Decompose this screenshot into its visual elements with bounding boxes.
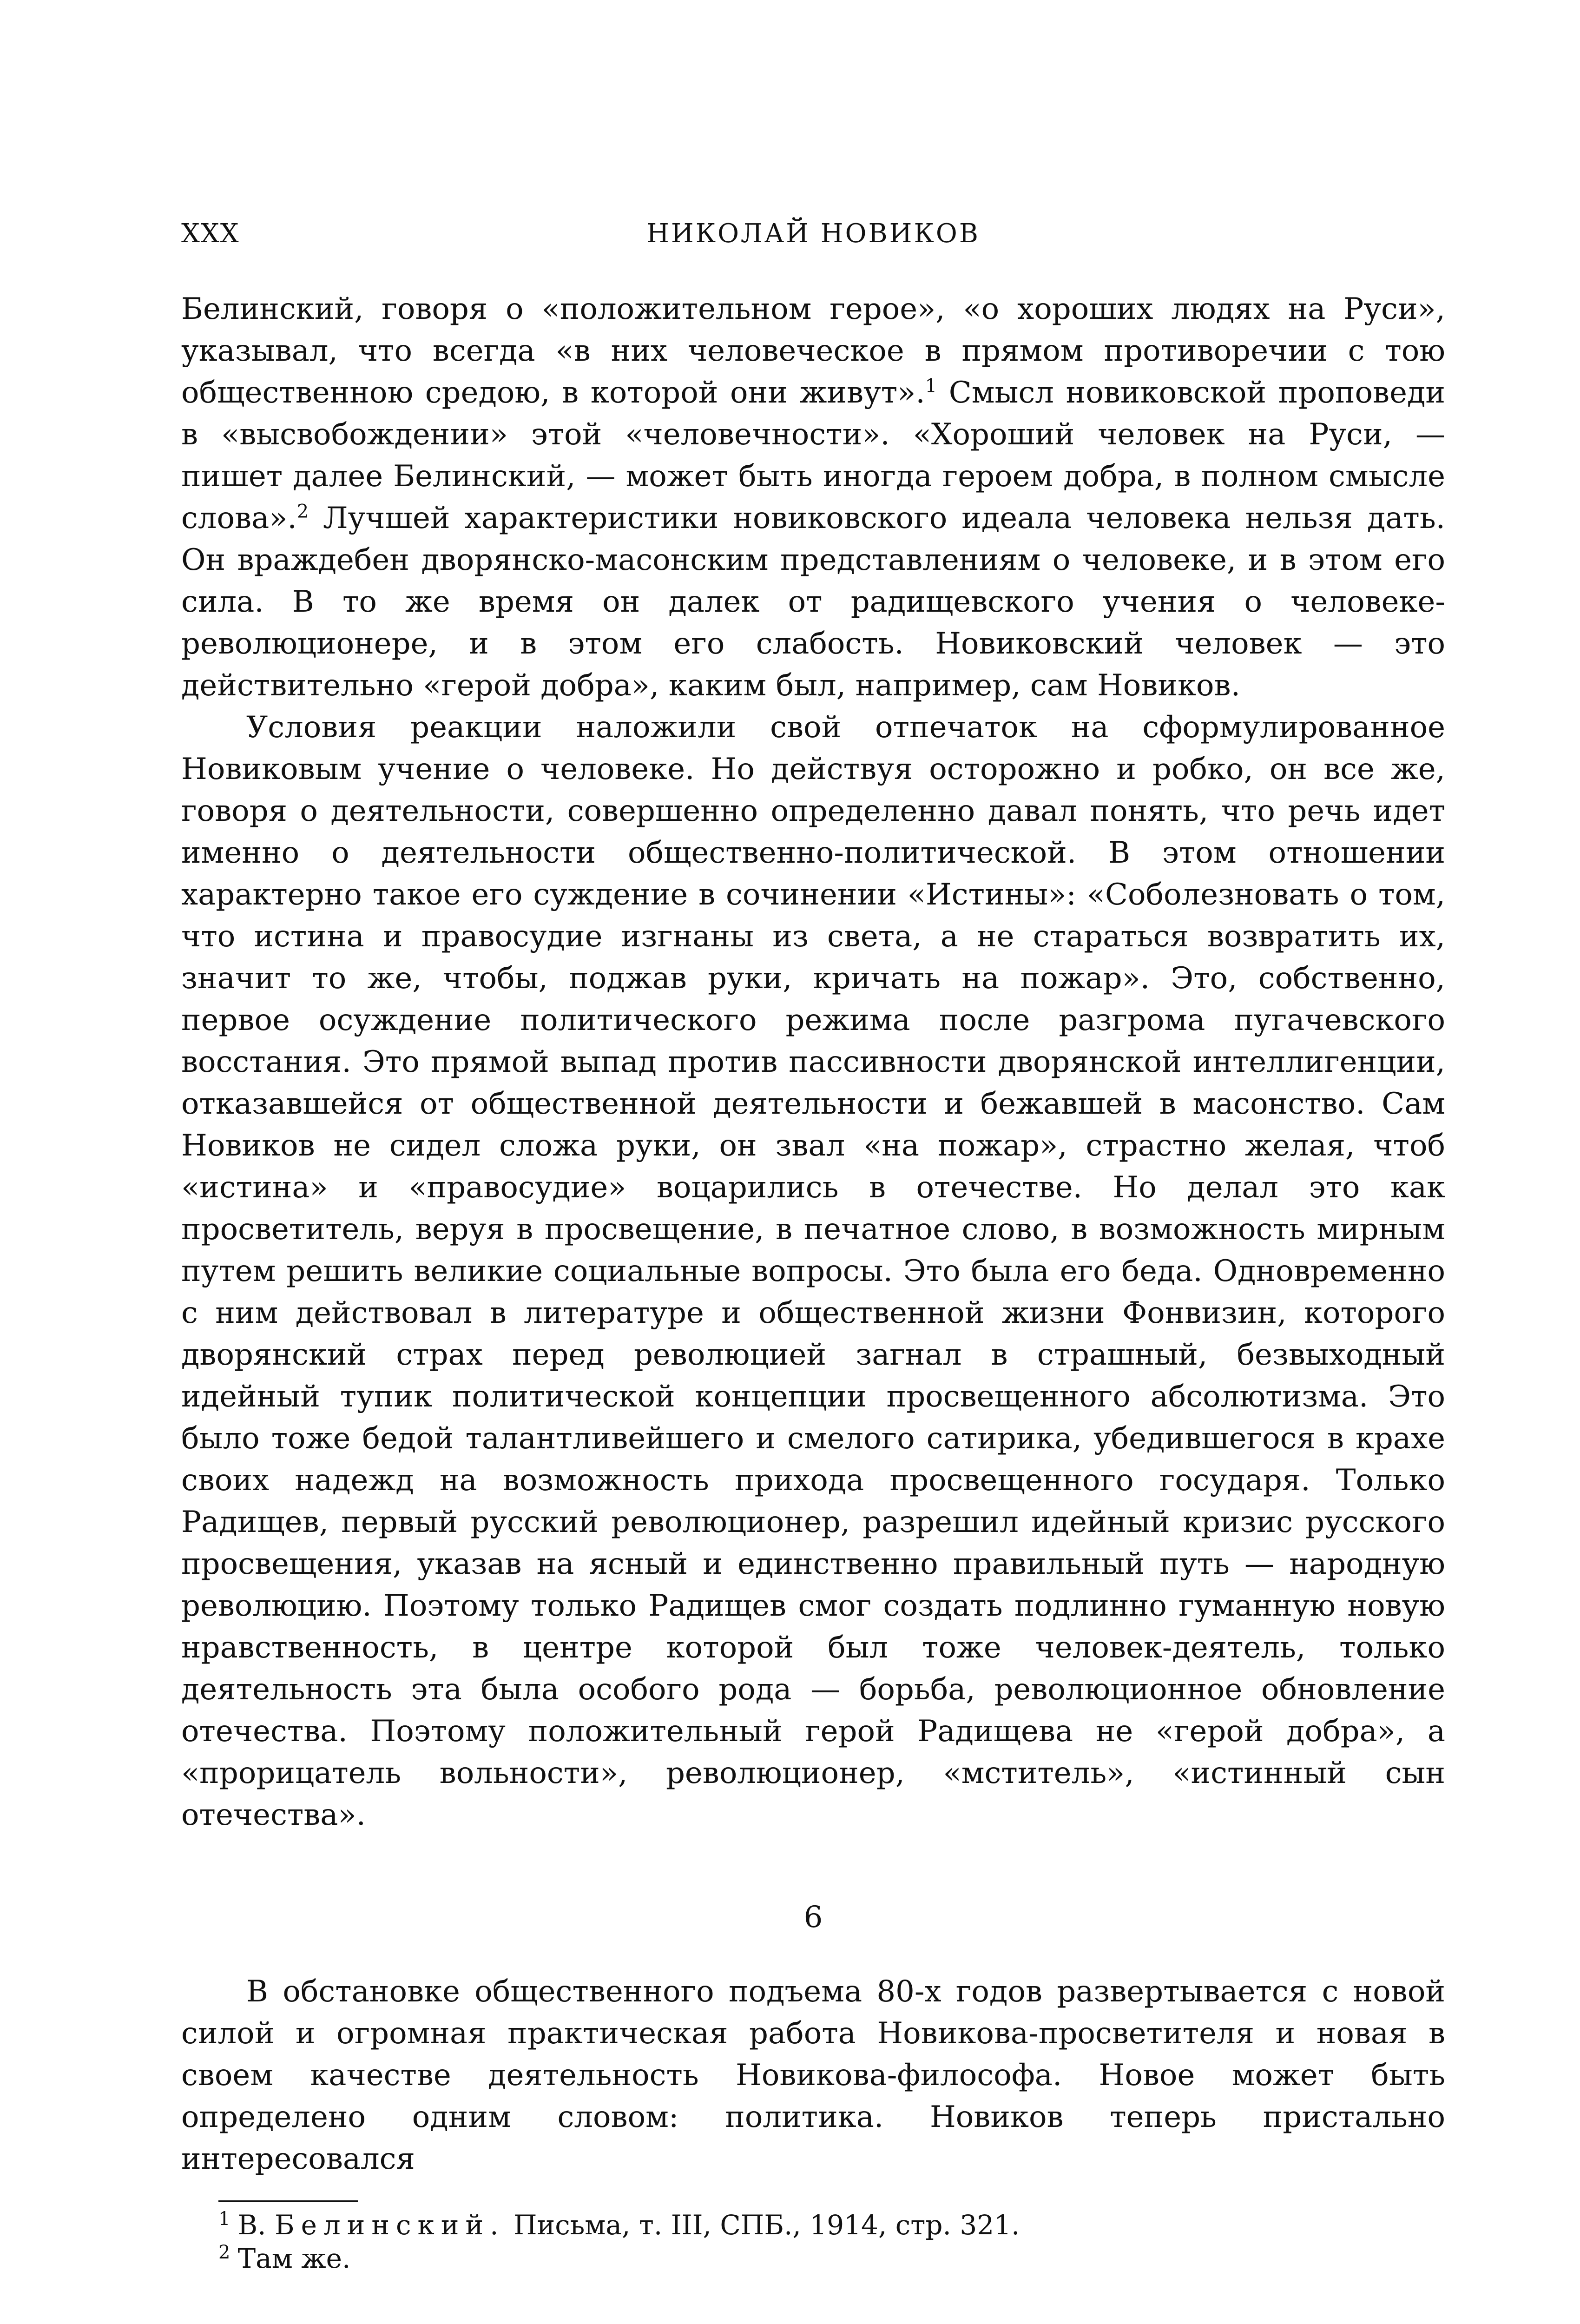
footnote-ref-2: 2: [296, 501, 309, 522]
footnote-author-initial: В.: [237, 2209, 275, 2241]
page-number: XXX: [181, 218, 240, 249]
footnote-mark: 1: [218, 2208, 230, 2230]
paragraph-1-part-b: Смысл новиковской проповеди в «высвобождении» этой «человечности». «Хороший человек на Руси, — пишет далее Белинский, — может быть иногда героем добра, в полном смысле слова».: [181, 376, 1446, 535]
footnote-text: Письма, т. III, СПБ., 1914, стр. 321.: [505, 2209, 1020, 2241]
running-title: НИКОЛАЙ НОВИКОВ: [646, 218, 980, 249]
paragraph-1-part-c: Лучшей характеристики новиковского идеала человека нельзя дать. Он враждебен дворянско-масонским представлениям о человеке, и в этом его сила. В то же время он далек от радищевского учения о человеке-революционере, и в этом его слабость. Новиковский человек — это действительно «герой добра», каким был, например, сам Новиков.: [181, 501, 1445, 703]
paragraph-2: Условия реакции наложили свой отпечаток на сформулированное Новиковым учение о человеке. Но действуя осторожно и робко, он все же, говоря о деятельности, совершенно определенно давал понять, что речь идет именно о деятельности общественно-политической. В этом отношении характерно такое его суждение в сочинении «Истины»: «Соболезновать о том, что истина и правосудие изгнаны из света, а не стараться возвратить их, значит то же, чтобы, поджав руки, кричать на пожар». Это, собственно, первое осуждение политического режима после разгрома пугачевского восстания. Это прямой выпад против пассивности дворянской интеллигенции, отказавшейся от общественной деятельности и бежавшей в масонство. Сам Новиков не сидел сложа руки, он звал «на пожар», страстно желая, чтоб «истина» и «правосудие» воцарились в отечестве. Но делал это как просветитель, веруя в просвещение, в печатное слово, в возможность мирным путем решить великие социальные вопросы. Это была его беда. Одновременно с ним действовал в литературе и общественной жизни Фонвизин, которого дворянский страх перед революцией загнал в страшный, безвыходный идейный тупик политической концепции просвещенного абсолютизма. Это было тоже бедой талантливейшего и смелого сатирика, убедившегося в крахе своих надежд на возможность прихода просвещенного государя. Только Радищев, первый русский революционер, разрешил идейный кризис русского просвещения, указав на ясный и единственно правильный путь — народную революцию. Поэтому только Радищев смог создать подлинно гуманную новую нравственность, в центре которой был тоже человек-деятель, только деятельность эта была особого рода — борьба, революционное обновление отечества. Поэтому положительный герой Радищева не «герой добра», а «прорицатель вольности», революционер, «мститель», «истинный сын отечества».: [181, 710, 1445, 1832]
body-text: [181, 288, 1445, 2180]
footnote-1: [218, 2208, 1445, 2242]
paragraph-1-part-a: Белинский, говоря о «положительном герое», «о хороших людях на Руси», указывал, что всегда «в них человеческое в прямом противоречии с тою общественною средою, в которой они живут».: [181, 292, 1445, 410]
paragraph-3: В обстановке общественного подъема 80-х годов развертывается с новой силой и огромная практическая работа Новикова-просветителя и новая в своем качестве деятельность Новикова-философа. Новое может быть определено одним словом: политика. Новиков теперь пристально интересовался: [181, 1974, 1445, 2176]
book-page: [181, 218, 1445, 2275]
footnote-2: [218, 2242, 1445, 2275]
footnote-author: Белинский.: [274, 2209, 505, 2241]
footnote-ref-1: 1: [925, 375, 937, 397]
section-number: 6: [803, 1900, 823, 1934]
footnote-mark: 2: [218, 2241, 230, 2263]
footnote-divider: [218, 2200, 358, 2202]
running-head: [181, 218, 1445, 260]
paragraph-1: [181, 288, 1445, 706]
footnote-text: Там же.: [237, 2243, 351, 2274]
footnotes: [181, 2208, 1445, 2275]
